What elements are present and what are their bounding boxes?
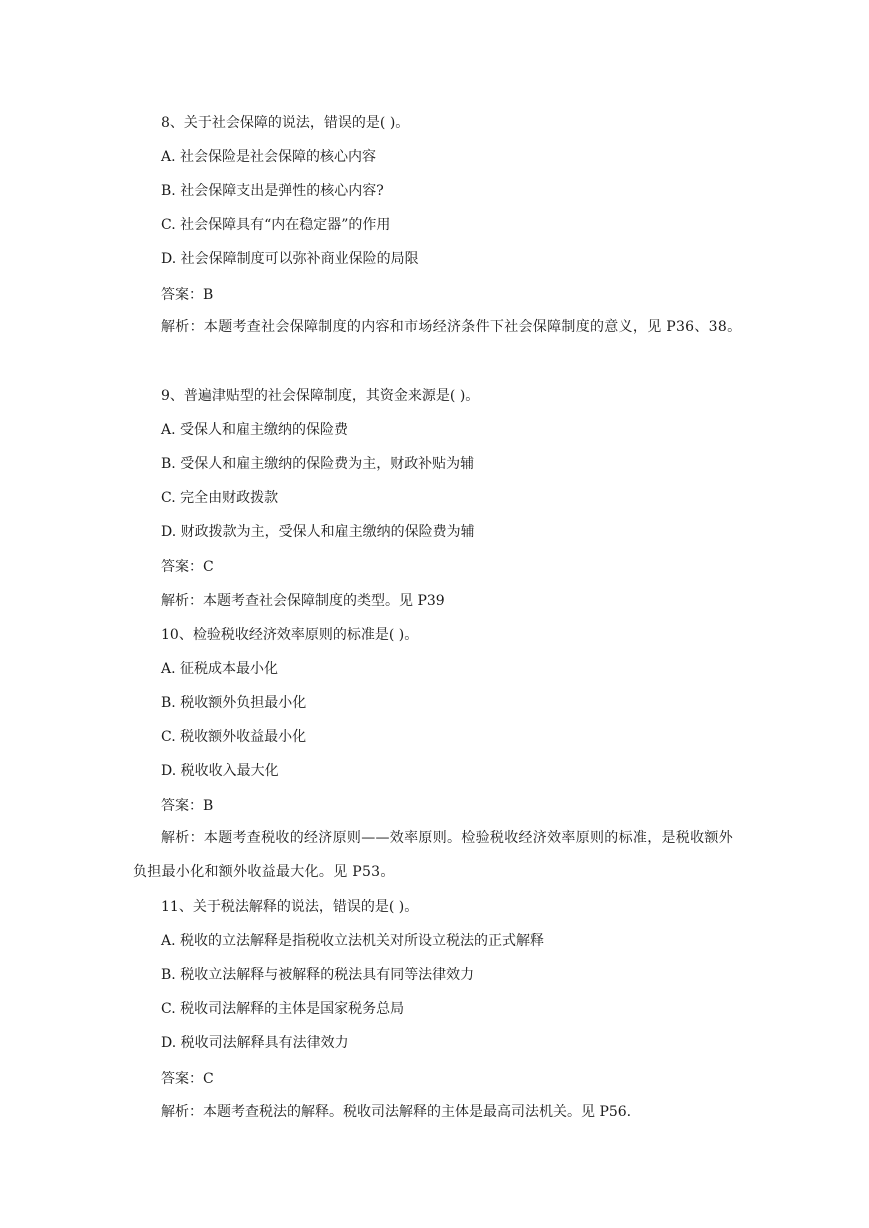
- question-10-option-a: A. 征税成本最小化: [161, 661, 279, 677]
- question-11-option-c: C. 税收司法解释的主体是国家税务总局: [161, 1001, 405, 1017]
- question-9-option-c: C. 完全由财政拨款: [161, 490, 279, 506]
- question-11-analysis: 解析：本题考查税法的解释。税收司法解释的主体是最高司法机关。见 P56.: [161, 1104, 632, 1120]
- question-8-option-a: A. 社会保险是社会保障的核心内容: [161, 149, 377, 165]
- question-11-option-a: A. 税收的立法解释是指税收立法机关对所设立税法的正式解释: [161, 933, 545, 949]
- question-11-answer: 答案：C: [161, 1071, 214, 1087]
- question-8-option-d: D. 社会保障制度可以弥补商业保险的局限: [161, 251, 419, 267]
- question-9-stem: 9、普遍津贴型的社会保障制度，其资金来源是( )。: [161, 388, 480, 404]
- question-9-option-b: B. 受保人和雇主缴纳的保险费为主，财政补贴为辅: [161, 456, 475, 472]
- question-10-option-b: B. 税收额外负担最小化: [161, 695, 307, 711]
- question-10-option-c: C. 税收额外收益最小化: [161, 729, 307, 745]
- question-8-option-b: B. 社会保障支出是弹性的核心内容?: [161, 183, 384, 199]
- question-10-stem: 10、检验税收经济效率原则的标准是( )。: [161, 627, 419, 643]
- question-9-option-d: D. 财政拨款为主，受保人和雇主缴纳的保险费为辅: [161, 524, 475, 540]
- question-10-option-d: D. 税收收入最大化: [161, 763, 279, 779]
- question-8-analysis: 解析：本题考查社会保障制度的内容和市场经济条件下社会保障制度的意义，见 P36、38。: [161, 319, 742, 335]
- question-8-answer: 答案：B: [161, 287, 214, 303]
- question-9-answer: 答案：C: [161, 559, 214, 575]
- question-11-option-d: D. 税收司法解释具有法律效力: [161, 1035, 349, 1051]
- question-9-analysis: 解析：本题考查社会保障制度的类型。见 P39: [161, 593, 445, 609]
- question-10-answer: 答案：B: [161, 798, 214, 814]
- question-8-stem: 8、关于社会保障的说法，错误的是( )。: [161, 115, 410, 131]
- question-11-stem: 11、关于税法解释的说法，错误的是( )。: [161, 899, 419, 915]
- question-8-option-c: C. 社会保障具有“内在稳定器”的作用: [161, 217, 391, 233]
- question-10-analysis: 解析：本题考查税收的经济原则——效率原则。检验税收经济效率原则的标准，是税收额外负担最小化和额外收益最大化。见 P53。: [133, 830, 733, 880]
- question-11-option-b: B. 税收立法解释与被解释的税法具有同等法律效力: [161, 967, 475, 983]
- question-9-option-a: A. 受保人和雇主缴纳的保险费: [161, 422, 349, 438]
